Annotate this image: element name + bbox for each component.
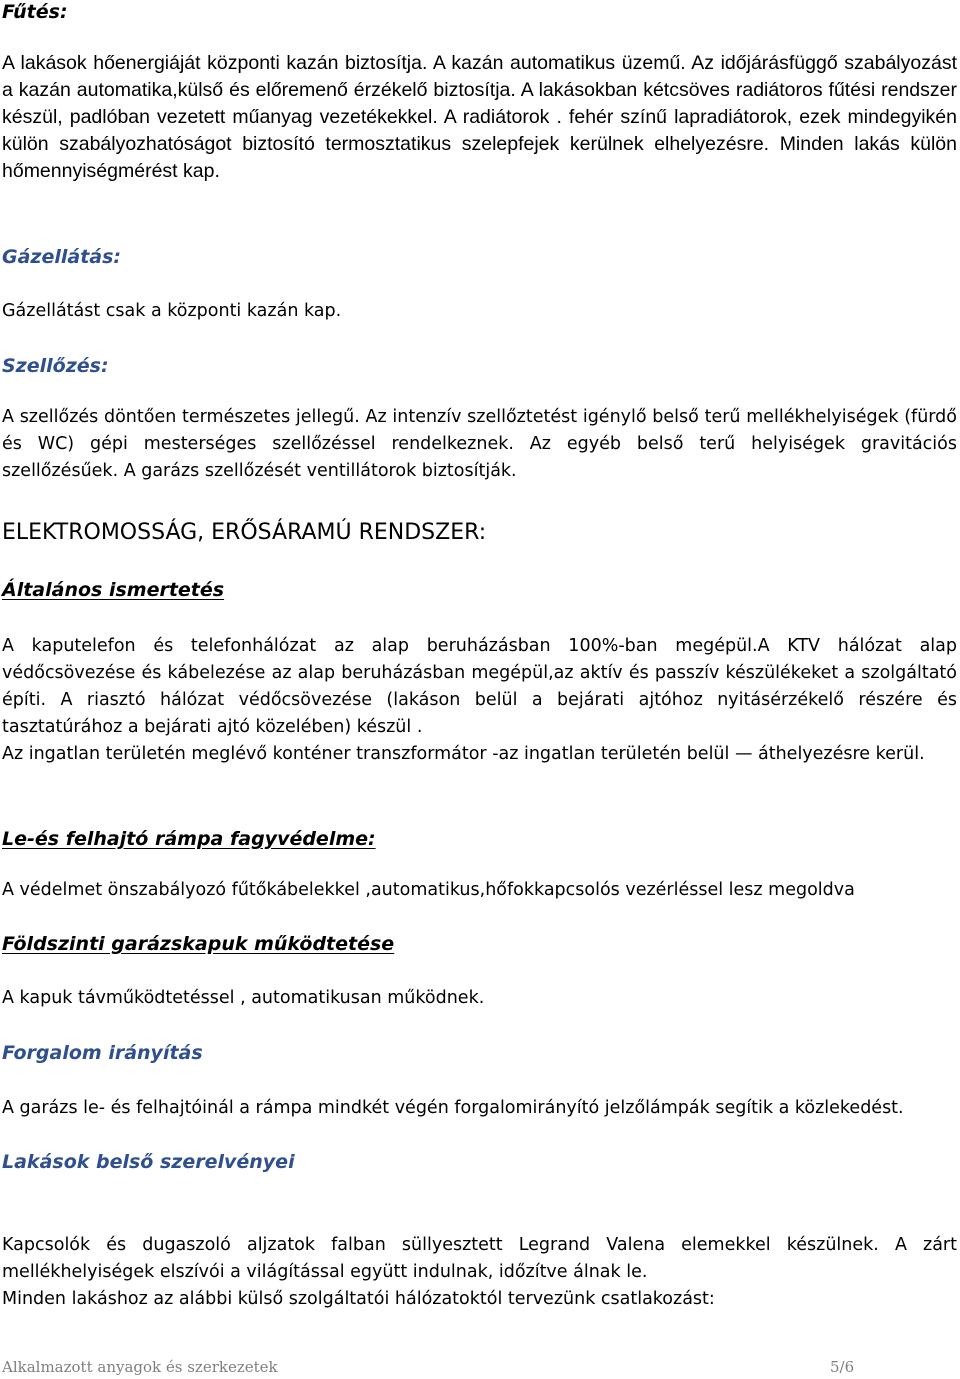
heading-altalanos: Általános ismertetés <box>2 579 225 601</box>
paragraph-szerelvenyek-2: Minden lakáshoz az alábbi külső szolgáltatói hálózatoktól tervezünk csatlakozást: <box>2 1289 715 1309</box>
paragraph-szellozes: A szellőzés döntően természetes jellegű. Az intenzív szellőztetést igénylő belső terű mellékhelyiségek (fürdő és WC) gépi mesterséges szellőzéssel rendelkeznek. Az egyéb belső terű helyiségek gravitációs szellőzésűek. A garázs szellőzését ventillátorok biztosítják. <box>2 407 957 481</box>
paragraph-altalanos-2: Az ingatlan területén meglévő konténer transzformátor -az ingatlan területén belül — áthelyezésre kerül. <box>2 744 925 764</box>
heading-futes: Fűtés: <box>2 1 68 23</box>
paragraph-altalanos-1: A kaputelefon és telefonhálózat az alap beruházásban 100%-ban megépül.A KTV hálózat alap védőcsövezése és kábelezése az alap beruházásban megépül,az aktív és passzív készülékeket a szolgáltató építi. A riasztó hálózat védőcsövezése (lakáson belül a bejárati ajtóhoz nyitásérzékelő részére és tasztatúrához a bejárati ajtó közelében) készül . <box>2 636 957 737</box>
heading-garazskapuk: Földszinti garázskapuk működtetése <box>2 933 395 955</box>
footer-page-number: 5/6 <box>830 1358 855 1376</box>
heading-forgalom: Forgalom irányítás <box>2 1042 203 1064</box>
paragraph-forgalom: A garázs le- és felhajtóinál a rámpa mindkét végén forgalomirányító jelzőlámpák segítik a közlekedést. <box>2 1098 904 1118</box>
paragraph-garazskapuk: A kapuk távműködtetéssel , automatikusan működnek. <box>2 988 485 1008</box>
heading-gazellatas: Gázellátás: <box>2 246 122 268</box>
heading-rampa: Le-és felhajtó rámpa fagyvédelme: <box>2 828 376 850</box>
paragraph-rampa: A védelmet önszabályozó fűtőkábelekkel ,automatikus,hőfokkapcsolós vezérléssel lesz megoldva <box>2 880 855 900</box>
paragraph-gazellatas: Gázellátást csak a központi kazán kap. <box>2 301 342 321</box>
paragraph-futes: A lakások hőenergiáját központi kazán biztosítja. A kazán automatikus üzemű. Az időjárásfüggő szabályozást a kazán automatika,külső és előremenő érzékelő biztosítja. A lakásokban kétcsöves radiátoros fűtési rendszer készül, padlóban vezetett műanyag vezetékekkel. A radiátorok . fehér színű lapradiátorok, ezek mindegyikén külön szabályozhatóságot biztosító termosztatikus szelepfejek kerülnek elhelyezésre. Minden lakás külön hőmennyiségmérést kap. <box>2 52 957 182</box>
section-title-elektromossag: ELEKTROMOSSÁG, ERŐSÁRAMÚ RENDSZER: <box>2 520 487 545</box>
footer-document-title: Alkalmazott anyagok és szerkezetek <box>2 1358 278 1376</box>
heading-szerelvenyek: Lakások belső szerelvényei <box>2 1151 295 1173</box>
heading-szellozes: Szellőzés: <box>2 355 109 377</box>
paragraph-szerelvenyek-1: Kapcsolók és dugaszoló aljzatok falban süllyesztett Legrand Valena elemekkel készülnek. A zárt mellékhelyiségek elszívói a világítással együtt indulnak, időzítve álnak le. <box>2 1235 957 1282</box>
